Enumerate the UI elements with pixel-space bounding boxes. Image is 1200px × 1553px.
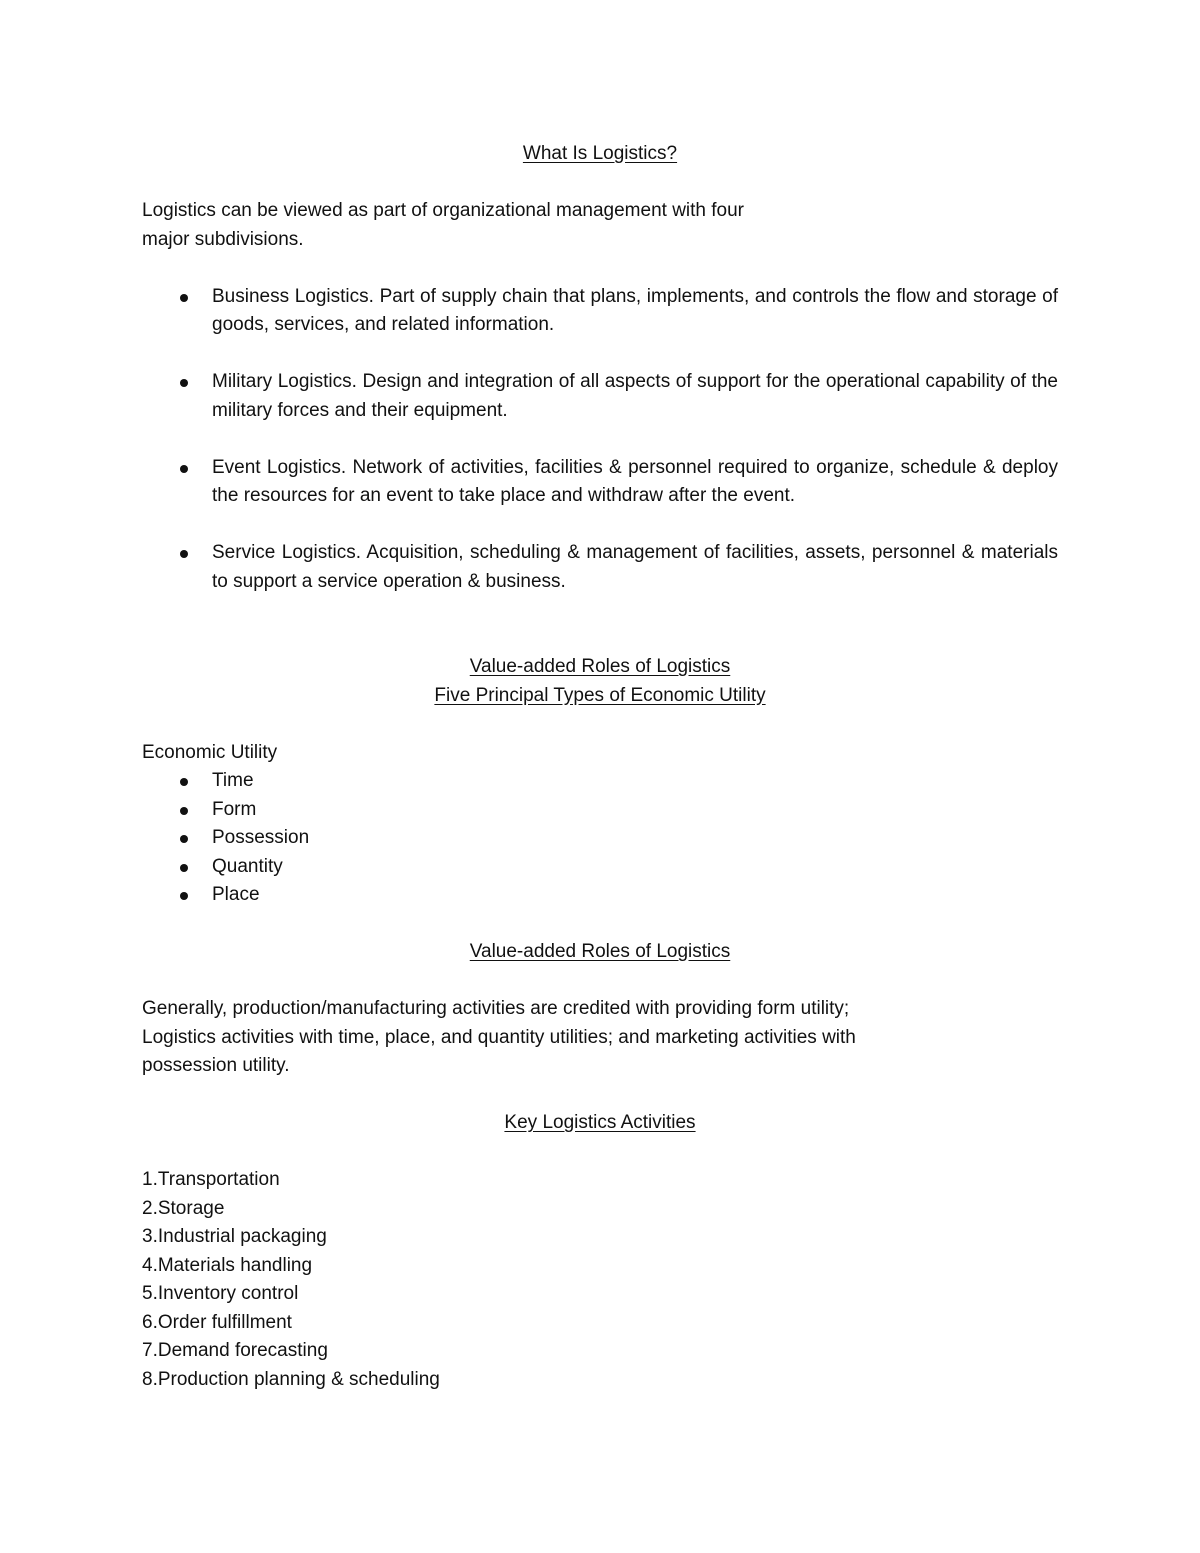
list-item-description: Network of activities, facilities & personnel required to organize, schedule & deploy the resources for an event to take place and withdraw after the event. <box>212 456 1058 506</box>
list-item-business-logistics <box>142 283 1058 340</box>
intro-line-2: major subdivisions. <box>142 228 304 250</box>
list-item-form: Form <box>142 796 1058 825</box>
list-item-description: Design and integration of all aspects of support for the operational capability of the military forces and their equipment. <box>212 371 1058 421</box>
list-item: 2.Storage <box>142 1197 225 1219</box>
list-item: 6.Order fulfillment <box>142 1311 292 1333</box>
intro-line-1: Logistics can be viewed as part of organizational management with four <box>142 200 745 221</box>
list-item: 8.Production planning & scheduling <box>142 1368 440 1390</box>
list-item-term: Business Logistics. <box>212 285 374 307</box>
spacer <box>142 596 1058 625</box>
list-item-place: Place <box>142 881 1058 910</box>
spacer <box>142 710 1058 739</box>
list-item-description: Part of supply chain that plans, implements, and controls the flow and storage of goods, services, and related information. <box>212 285 1059 335</box>
paragraph-line-1: Generally, production/manufacturing activities are credited with providing form utility; <box>142 998 850 1019</box>
list-item-term: Military Logistics. <box>212 371 357 392</box>
list-item-term: Event Logistics. <box>212 456 347 478</box>
logistics-subdivisions-list <box>142 283 1058 597</box>
economic-utility-label: Economic Utility <box>142 741 278 763</box>
spacer <box>142 910 1058 939</box>
list-item: 4.Materials handling <box>142 1254 313 1276</box>
section-title-value-added-roles: Value-added Roles of Logistics <box>469 656 731 677</box>
list-item: 5.Inventory control <box>142 1283 299 1304</box>
spacer <box>142 1081 1058 1110</box>
economic-utility-list <box>142 767 1058 910</box>
spacer <box>142 625 1058 654</box>
document-page <box>142 140 1058 1394</box>
spacer <box>142 1138 1058 1167</box>
spacer <box>142 967 1058 996</box>
list-item: 7.Demand forecasting <box>142 1340 328 1361</box>
list-item-quantity: Quantity <box>142 853 1058 882</box>
key-activities-list <box>142 1166 1058 1394</box>
section-subtitle-economic-utility-types: Five Principal Types of Economic Utility <box>434 684 766 706</box>
spacer <box>142 254 1058 283</box>
list-item-term: Service Logistics. <box>212 542 361 563</box>
list-item-possession: Possession <box>142 824 1058 853</box>
section-title-key-logistics-activities: Key Logistics Activities <box>504 1112 696 1133</box>
list-item-description: Acquisition, scheduling & management of facilities, assets, personnel & materials to support a service operation & business. <box>212 542 1058 592</box>
list-item-event-logistics <box>142 454 1058 511</box>
spacer <box>142 169 1058 198</box>
list-item-service-logistics <box>142 539 1058 596</box>
section-title-what-is-logistics: What Is Logistics? <box>522 143 678 164</box>
paragraph-line-2: Logistics activities with time, place, and quantity utilities; and marketing activities with <box>142 1026 856 1048</box>
list-item: 1.Transportation <box>142 1169 280 1190</box>
paragraph-line-3: possession utility. <box>142 1055 290 1076</box>
section-title-value-added-roles-2: Value-added Roles of Logistics <box>469 941 731 962</box>
list-item-military-logistics <box>142 368 1058 425</box>
list-item: 3.Industrial packaging <box>142 1226 327 1247</box>
list-item-time: Time <box>142 767 1058 796</box>
